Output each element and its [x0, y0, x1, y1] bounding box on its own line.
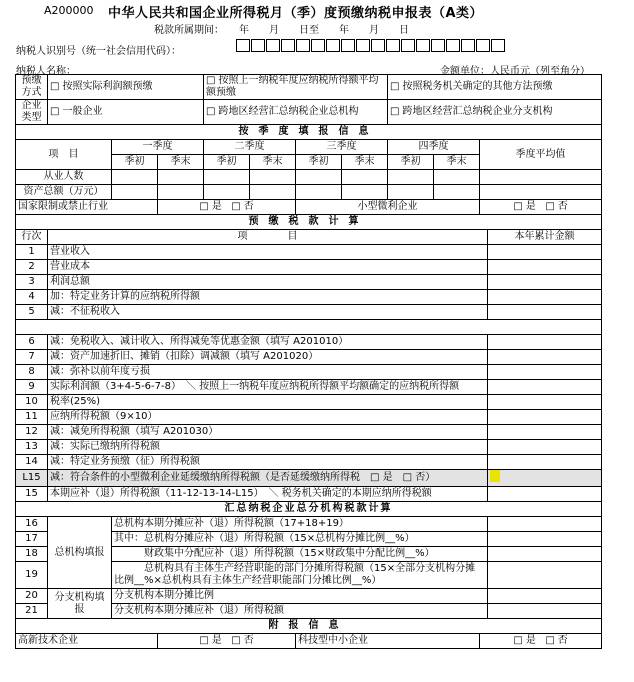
line-number: 4	[16, 290, 48, 305]
calc-row	[16, 275, 602, 290]
line-number: 15	[16, 487, 48, 502]
calc-row	[16, 455, 602, 470]
restricted-industry-label: 国家限制或禁止行业	[16, 200, 158, 215]
line-description: 减：特定业务预缴（征）所得税额	[48, 455, 488, 470]
amount-input[interactable]	[488, 547, 602, 562]
input-cell[interactable]	[434, 170, 480, 185]
item-col-header: 项 目	[48, 230, 488, 245]
calc-row-l15	[16, 470, 602, 487]
q3-start-header: 季初	[296, 155, 342, 170]
small-yes-no[interactable]	[480, 200, 602, 215]
type-branch-checkbox[interactable]: □ 跨地区经营汇总纳税企业分支机构	[388, 100, 602, 125]
input-cell[interactable]	[434, 185, 480, 200]
restricted-no-checkbox[interactable]: □ 否	[231, 201, 253, 212]
line-number: 19	[16, 562, 48, 589]
calc-row	[16, 365, 602, 380]
taxid-char-box[interactable]	[491, 39, 505, 52]
small-enterprise-label: 小型微利企业	[296, 200, 480, 215]
taxid-char-box[interactable]	[251, 39, 265, 52]
amount-input[interactable]	[488, 290, 602, 305]
input-cell[interactable]	[296, 170, 342, 185]
line-number: 7	[16, 350, 48, 365]
tech-sme-label: 科技型中小企业	[296, 634, 480, 649]
line-description: 营业成本	[48, 260, 488, 275]
taxid-char-box[interactable]	[311, 39, 325, 52]
calc-row	[16, 350, 602, 365]
input-cell[interactable]	[250, 185, 296, 200]
input-cell[interactable]	[204, 170, 250, 185]
calc-row	[16, 245, 602, 260]
line-no-header: 行次	[16, 230, 48, 245]
line-description: 实际利润额（3+4-5-6-7-8） ＼ 按照上一纳税年度应纳税所得额平均额确定的应纳税所得额	[48, 380, 488, 395]
type-general-checkbox[interactable]: □ 一般企业	[48, 100, 204, 125]
line-description: 财政集中分配应补（退）所得税额（15×财政集中分配比例__%）	[112, 547, 488, 562]
quarterly-info-section-title: 按季度填报信息	[16, 125, 602, 140]
q4-start-header: 季初	[388, 155, 434, 170]
employees-row	[16, 170, 602, 185]
calc-row-15	[16, 487, 602, 502]
line-number: 16	[16, 517, 48, 532]
line-description: 其中：总机构分摊应补（退）所得税额（15×总机构分摊比例__%）	[112, 532, 488, 547]
calc-row	[16, 395, 602, 410]
line-description: 减：不征税收入	[48, 305, 488, 320]
taxid-char-box[interactable]	[431, 39, 445, 52]
hitech-yes-no[interactable]	[158, 634, 296, 649]
amount-input[interactable]	[488, 455, 602, 470]
ytd-amount-header: 本年累计金额	[488, 230, 602, 245]
amount-input[interactable]	[488, 335, 602, 350]
q2-header: 二季度	[204, 140, 296, 155]
line-number: 10	[16, 395, 48, 410]
tax-return-table	[15, 74, 602, 649]
line-description: 减：符合条件的小型微利企业延缓缴纳所得税额（是否延缓缴纳所得税 □ 是 □ 否）	[48, 470, 488, 487]
calc-row	[16, 290, 602, 305]
small-no-checkbox[interactable]: □ 否	[545, 201, 567, 212]
q3-end-header: 季末	[342, 155, 388, 170]
line-description: 利润总额	[48, 275, 488, 290]
q4-end-header: 季末	[434, 155, 480, 170]
amount-input[interactable]	[488, 260, 602, 275]
taxid-char-box[interactable]	[461, 39, 475, 52]
branch-row	[16, 517, 602, 532]
input-cell[interactable]	[388, 185, 434, 200]
amount-input[interactable]	[488, 395, 602, 410]
branch-row	[16, 589, 602, 604]
taxpayer-id-input[interactable]	[236, 39, 505, 52]
line-description: 应纳所得税额（9×10）	[48, 410, 488, 425]
q1-start-header: 季初	[112, 155, 158, 170]
enterprise-type-row	[16, 100, 602, 125]
line-description: 减：减免所得税额（填写 A201030）	[48, 425, 488, 440]
line-description: 税率(25%)	[48, 395, 488, 410]
input-cell[interactable]	[342, 170, 388, 185]
input-cell[interactable]	[388, 170, 434, 185]
input-cell[interactable]	[296, 185, 342, 200]
amount-input[interactable]	[488, 380, 602, 395]
branch-fill-label: 分支机构填报	[48, 589, 112, 619]
calc-row	[16, 260, 602, 275]
line-description: 减：实际已缴纳所得税额	[48, 440, 488, 455]
method-actual-profit-checkbox[interactable]: □ 按照实际利润额预缴	[48, 75, 204, 100]
line-number: 1	[16, 245, 48, 260]
taxid-char-box[interactable]	[326, 39, 340, 52]
amount-input[interactable]	[488, 365, 602, 380]
item-header: 项 目	[16, 140, 112, 170]
calc-row	[16, 305, 602, 320]
type-hq-checkbox[interactable]: □ 跨地区经营汇总纳税企业总机构	[204, 100, 388, 125]
taxpayer-name-label: 纳税人名称：	[16, 66, 76, 77]
blank-gap-row	[16, 320, 602, 335]
line-description: 总机构本期分摊应补（退）所得税额（17+18+19）	[112, 517, 488, 532]
branch-calc-section-title: 汇总纳税企业总分机构税款计算	[16, 502, 602, 517]
line-number: 11	[16, 410, 48, 425]
taxid-char-box[interactable]	[386, 39, 400, 52]
enterprise-type-label: 企业类型	[16, 100, 48, 125]
assets-label: 资产总额（万元）	[16, 185, 112, 200]
line-description: 总机构具有主体生产经营职能的部门分摊所得税额（15×全部分支机构分摊比例__%×总机构具有主体生产经营职能部门分摊比例__%）	[112, 562, 488, 589]
amount-input[interactable]	[488, 487, 602, 502]
line-number: 18	[16, 547, 48, 562]
restricted-small-row	[16, 200, 602, 215]
line-description: 加：特定业务计算的应纳税所得额	[48, 290, 488, 305]
input-cell[interactable]	[250, 170, 296, 185]
line-number: L15	[16, 470, 48, 487]
form-header	[0, 0, 634, 77]
input-cell[interactable]	[342, 185, 388, 200]
q1-header: 一季度	[112, 140, 204, 155]
input-cell[interactable]	[480, 170, 602, 185]
form-code: A200000	[44, 4, 94, 17]
amount-input[interactable]	[488, 562, 602, 589]
q3-header: 三季度	[296, 140, 388, 155]
calc-row	[16, 380, 602, 395]
line-number: 8	[16, 365, 48, 380]
calc-row	[16, 425, 602, 440]
taxpayer-id-label: 纳税人识别号（统一社会信用代码）：	[16, 46, 181, 57]
hitech-label: 高新技术企业	[16, 634, 158, 649]
taxid-char-box[interactable]	[476, 39, 490, 52]
amount-input[interactable]	[488, 604, 602, 619]
tech-sme-no-checkbox[interactable]: □ 否	[545, 635, 567, 646]
prepay-calc-section-title: 预缴税款计算	[16, 215, 602, 230]
prepay-method-label: 预缴方式	[16, 75, 48, 100]
line-description: 减：免税收入、减计收入、所得减免等优惠金额（填写 A201010）	[48, 335, 488, 350]
amount-input[interactable]	[488, 425, 602, 440]
calc-row	[16, 335, 602, 350]
amount-input[interactable]	[488, 470, 602, 487]
line-number: 3	[16, 275, 48, 290]
line-number: 12	[16, 425, 48, 440]
amount-input[interactable]	[488, 245, 602, 260]
method-other-checkbox[interactable]: □ 按照税务机关确定的其他方法预缴	[388, 75, 602, 100]
line-number: 20	[16, 589, 48, 604]
hitech-no-checkbox[interactable]: □ 否	[231, 635, 253, 646]
q4-header: 四季度	[388, 140, 480, 155]
employees-label: 从业人数	[16, 170, 112, 185]
calc-row	[16, 440, 602, 455]
amount-input[interactable]	[488, 517, 602, 532]
taxid-char-box[interactable]	[446, 39, 460, 52]
assets-row	[16, 185, 602, 200]
amount-input[interactable]	[488, 350, 602, 365]
amount-input[interactable]	[488, 275, 602, 290]
input-cell[interactable]	[158, 170, 204, 185]
amount-input[interactable]	[488, 410, 602, 425]
line-number: 6	[16, 335, 48, 350]
restricted-yes-checkbox[interactable]: □ 是	[199, 201, 221, 212]
input-cell[interactable]	[480, 185, 602, 200]
q2-end-header: 季末	[250, 155, 296, 170]
amount-input[interactable]	[488, 589, 602, 604]
taxid-char-box[interactable]	[416, 39, 430, 52]
line-description: 分支机构本期分摊比例	[112, 589, 488, 604]
calc-row	[16, 410, 602, 425]
line-description: 分支机构本期分摊应补（退）所得税额	[112, 604, 488, 619]
method-prior-year-checkbox[interactable]: □ 按照上一纳税年度应纳税所得额平均额预缴	[204, 75, 388, 100]
line-number: 9	[16, 380, 48, 395]
q2-start-header: 季初	[204, 155, 250, 170]
restricted-yes-no[interactable]	[158, 200, 296, 215]
quarter-average-header: 季度平均值	[480, 140, 602, 170]
taxid-char-box[interactable]	[341, 39, 355, 52]
line-number: 21	[16, 604, 48, 619]
line-description: 减：资产加速折旧、摊销（扣除）调减额（填写 A201020）	[48, 350, 488, 365]
line-description: 本期应补（退）所得税额（11-12-13-14-L15） ＼ 税务机关确定的本期应纳所得税额	[48, 487, 488, 502]
attached-info-section-title: 附报信息	[16, 619, 602, 634]
taxid-char-box[interactable]	[356, 39, 370, 52]
attached-info-row	[16, 634, 602, 649]
line-number: 2	[16, 260, 48, 275]
input-cell[interactable]	[112, 185, 158, 200]
amount-input[interactable]	[488, 440, 602, 455]
tax-period-field[interactable]: 税款所属期间： 年 月 日至 年 月 日	[154, 25, 409, 36]
taxid-char-box[interactable]	[371, 39, 385, 52]
small-yes-checkbox[interactable]: □ 是	[513, 201, 535, 212]
taxid-char-box[interactable]	[401, 39, 415, 52]
taxid-char-box[interactable]	[266, 39, 280, 52]
line-number: 17	[16, 532, 48, 547]
hitech-yes-checkbox[interactable]: □ 是	[199, 635, 221, 646]
amount-input[interactable]	[488, 305, 602, 320]
prepay-method-row	[16, 75, 602, 100]
q1-end-header: 季末	[158, 155, 204, 170]
input-cell[interactable]	[112, 170, 158, 185]
amount-input[interactable]	[488, 532, 602, 547]
taxid-char-box[interactable]	[281, 39, 295, 52]
input-cell[interactable]	[158, 185, 204, 200]
input-cell[interactable]	[204, 185, 250, 200]
hq-fill-label: 总机构填报	[48, 517, 112, 589]
line-description: 营业收入	[48, 245, 488, 260]
taxid-char-box[interactable]	[236, 39, 250, 52]
currency-unit-label: 金额单位：人民币元（列至角分）	[440, 66, 590, 77]
taxid-char-box[interactable]	[296, 39, 310, 52]
line-number: 14	[16, 455, 48, 470]
line-number: 13	[16, 440, 48, 455]
form-title: 中华人民共和国企业所得税月（季）度预缴纳税申报表（A类）	[108, 6, 484, 21]
line-description: 减：弥补以前年度亏损	[48, 365, 488, 380]
tech-sme-yes-no[interactable]	[480, 634, 602, 649]
line-number: 5	[16, 305, 48, 320]
tech-sme-yes-checkbox[interactable]: □ 是	[513, 635, 535, 646]
